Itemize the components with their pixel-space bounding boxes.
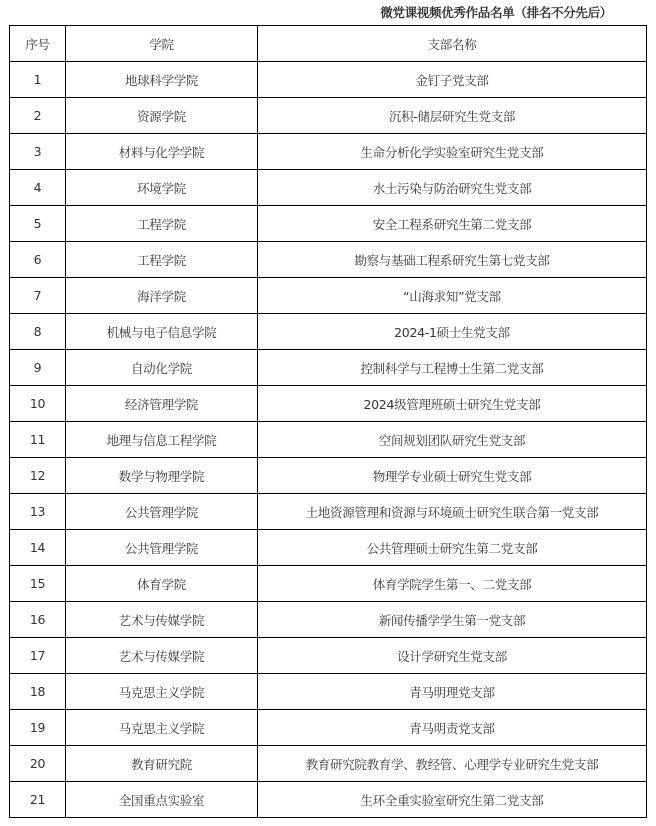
cell-seq: 1 (10, 62, 66, 98)
cell-college: 马克思主义学院 (66, 710, 258, 746)
cell-seq: 10 (10, 386, 66, 422)
cell-college: 地理与信息工程学院 (66, 422, 258, 458)
cell-college: 自动化学院 (66, 350, 258, 386)
cell-college: 机械与电子信息学院 (66, 314, 258, 350)
cell-branch: 生命分析化学实验室研究生党支部 (258, 134, 647, 170)
cell-branch: 教育研究院教育学、教经管、心理学专业研究生党支部 (258, 746, 647, 782)
cell-branch: 土地资源管理和资源与环境硕士研究生联合第一党支部 (258, 494, 647, 530)
header-college: 学院 (66, 26, 258, 62)
cell-branch: 水土污染与防治研究生党支部 (258, 170, 647, 206)
cell-seq: 2 (10, 98, 66, 134)
table-row (10, 350, 647, 386)
table-row (10, 386, 647, 422)
cell-college: 环境学院 (66, 170, 258, 206)
table-row (10, 782, 647, 818)
cell-seq: 5 (10, 206, 66, 242)
cell-college: 海洋学院 (66, 278, 258, 314)
cell-seq: 8 (10, 314, 66, 350)
cell-branch: 新闻传播学学生第一党支部 (258, 602, 647, 638)
cell-seq: 17 (10, 638, 66, 674)
table-row (10, 746, 647, 782)
cell-branch: 勘察与基础工程系研究生第七党支部 (258, 242, 647, 278)
document-title: 微党课视频优秀作品名单（排名不分先后） (380, 5, 612, 20)
cell-seq: 16 (10, 602, 66, 638)
cell-branch: 青马明责党支部 (258, 710, 647, 746)
cell-seq: 12 (10, 458, 66, 494)
cell-seq: 11 (10, 422, 66, 458)
table-row (10, 170, 647, 206)
table-row (10, 458, 647, 494)
header-branch: 支部名称 (258, 26, 647, 62)
cell-seq: 9 (10, 350, 66, 386)
cell-branch: 空间规划团队研究生党支部 (258, 422, 647, 458)
cell-seq: 13 (10, 494, 66, 530)
table-row (10, 638, 647, 674)
cell-college: 地球科学学院 (66, 62, 258, 98)
cell-branch: 控制科学与工程博士生第二党支部 (258, 350, 647, 386)
cell-branch: 公共管理硕士研究生第二党支部 (258, 530, 647, 566)
table-row (10, 62, 647, 98)
cell-seq: 3 (10, 134, 66, 170)
table-row (10, 674, 647, 710)
cell-branch: 安全工程系研究生第二党支部 (258, 206, 647, 242)
cell-seq: 21 (10, 782, 66, 818)
cell-college: 工程学院 (66, 242, 258, 278)
cell-seq: 15 (10, 566, 66, 602)
table-row (10, 314, 647, 350)
table-header-row (10, 26, 647, 62)
cell-seq: 6 (10, 242, 66, 278)
cell-branch: 金钉子党支部 (258, 62, 647, 98)
cell-branch: 2024级管理班硕士研究生党支部 (258, 386, 647, 422)
cell-seq: 20 (10, 746, 66, 782)
table-row (10, 98, 647, 134)
cell-branch: 物理学专业硕士研究生党支部 (258, 458, 647, 494)
cell-seq: 4 (10, 170, 66, 206)
cell-college: 材料与化学学院 (66, 134, 258, 170)
cell-seq: 18 (10, 674, 66, 710)
cell-college: 资源学院 (66, 98, 258, 134)
cell-college: 教育研究院 (66, 746, 258, 782)
table-row (10, 530, 647, 566)
cell-college: 公共管理学院 (66, 494, 258, 530)
cell-college: 工程学院 (66, 206, 258, 242)
cell-college: 体育学院 (66, 566, 258, 602)
table-row (10, 206, 647, 242)
table-row (10, 278, 647, 314)
cell-branch: 体育学院学生第一、二党支部 (258, 566, 647, 602)
cell-college: 艺术与传媒学院 (66, 638, 258, 674)
table-row (10, 134, 647, 170)
cell-college: 艺术与传媒学院 (66, 602, 258, 638)
table-row (10, 422, 647, 458)
cell-college: 马克思主义学院 (66, 674, 258, 710)
cell-college: 数学与物理学院 (66, 458, 258, 494)
table-row (10, 566, 647, 602)
cell-branch: 设计学研究生党支部 (258, 638, 647, 674)
table-row (10, 602, 647, 638)
table-row (10, 242, 647, 278)
cell-branch: 2024-1硕士生党支部 (258, 314, 647, 350)
cell-seq: 14 (10, 530, 66, 566)
table-row (10, 494, 647, 530)
cell-college: 公共管理学院 (66, 530, 258, 566)
cell-branch: 生环全重实验室研究生第二党支部 (258, 782, 647, 818)
header-seq: 序号 (10, 26, 66, 62)
cell-seq: 7 (10, 278, 66, 314)
cell-college: 全国重点实验室 (66, 782, 258, 818)
cell-seq: 19 (10, 710, 66, 746)
cell-branch: 沉积-储层研究生党支部 (258, 98, 647, 134)
cell-branch: 青马明理党支部 (258, 674, 647, 710)
cell-college: 经济管理学院 (66, 386, 258, 422)
award-list-table (9, 25, 647, 818)
table-row (10, 710, 647, 746)
cell-branch: “山海求知”党支部 (258, 278, 647, 314)
